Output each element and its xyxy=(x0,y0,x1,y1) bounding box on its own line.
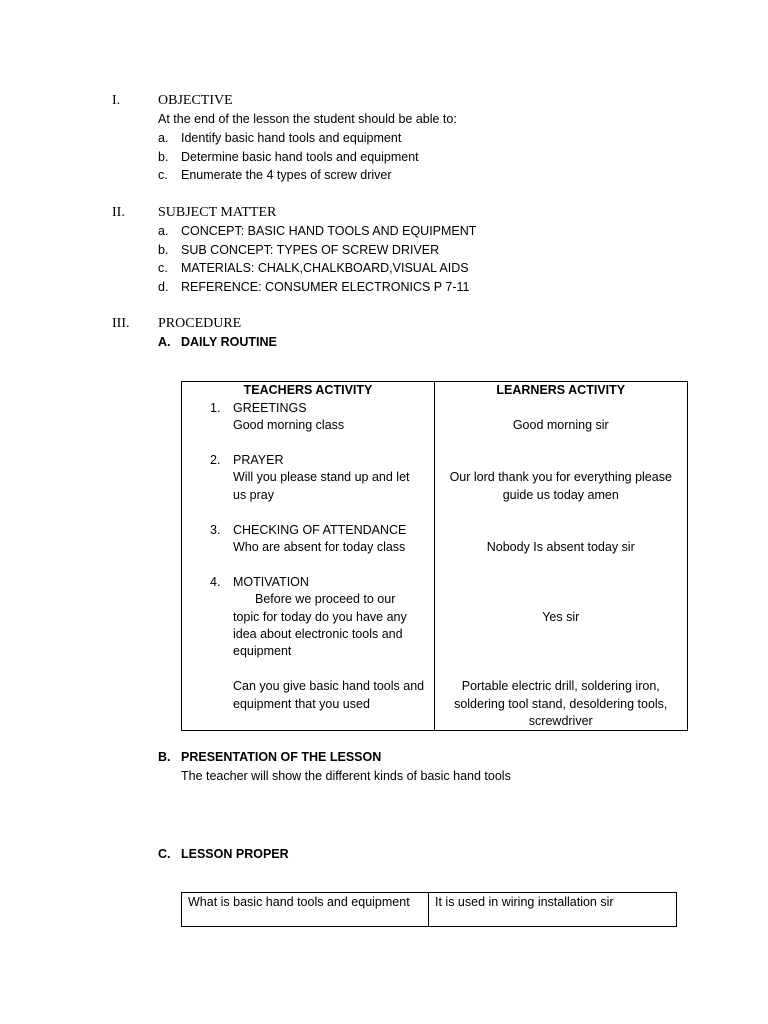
learner-line: screwdriver xyxy=(528,714,593,728)
teacher-line: idea about electronic tools and xyxy=(233,627,403,641)
subsection-daily-routine xyxy=(158,335,277,349)
teacher-line: us pray xyxy=(233,488,274,502)
step-title-motivation: MOTIVATION xyxy=(233,575,309,589)
subject-item xyxy=(158,261,469,275)
step-title-prayer: PRAYER xyxy=(233,453,284,467)
teacher-line: Will you please stand up and let xyxy=(233,470,410,484)
item-marker: c. xyxy=(158,261,168,275)
objective-intro: At the end of the lesson the student should be able to: xyxy=(158,112,457,126)
subject-item xyxy=(158,224,476,238)
column-header-learners: LEARNERS ACTIVITY xyxy=(496,383,626,397)
teacher-line: Who are absent for today class xyxy=(233,540,406,554)
teacher-line: Good morning class xyxy=(233,418,345,432)
step-number: 3. xyxy=(210,523,221,537)
subsection-marker: A. xyxy=(158,335,171,349)
section-numeral-3: III. xyxy=(112,316,130,331)
subsection-title: DAILY ROUTINE xyxy=(181,335,277,349)
learner-line: Yes sir xyxy=(542,610,580,624)
objective-item xyxy=(158,168,392,182)
item-text: MATERIALS: CHALK,CHALKBOARD,VISUAL AIDS xyxy=(181,261,469,275)
learner-line: Nobody Is absent today sir xyxy=(486,540,635,554)
step-number: 4. xyxy=(210,575,221,589)
item-text: SUB CONCEPT: TYPES OF SCREW DRIVER xyxy=(181,243,440,257)
teachers-activity-column xyxy=(182,382,435,731)
table-divider xyxy=(428,893,429,926)
step-number: 1. xyxy=(210,401,221,415)
lesson-question: What is basic hand tools and equipment xyxy=(188,895,410,909)
item-text: CONCEPT: BASIC HAND TOOLS AND EQUIPMENT xyxy=(181,224,477,238)
item-text: Determine basic hand tools and equipment xyxy=(181,150,419,164)
teacher-line: equipment xyxy=(233,644,292,658)
item-text: REFERENCE: CONSUMER ELECTRONICS P 7-11 xyxy=(181,280,470,294)
lesson-proper-table xyxy=(181,892,677,927)
subject-item xyxy=(158,280,469,294)
item-marker: c. xyxy=(158,168,168,182)
item-marker: b. xyxy=(158,243,169,257)
item-text: Identify basic hand tools and equipment xyxy=(181,131,402,145)
subsection-title: PRESENTATION OF THE LESSON xyxy=(181,750,382,764)
step-title-greetings: GREETINGS xyxy=(233,401,307,415)
learner-line: guide us today amen xyxy=(502,488,619,502)
learners-activity-column xyxy=(434,382,688,731)
learner-line: Good morning sir xyxy=(512,418,609,432)
subsection-title: LESSON PROPER xyxy=(181,847,289,861)
presentation-text: The teacher will show the different kinds of basic hand tools xyxy=(181,769,511,783)
lesson-answer: It is used in wiring installation sir xyxy=(435,895,614,909)
teacher-line: equipment that you used xyxy=(233,697,370,711)
item-marker: d. xyxy=(158,280,169,294)
subsection-presentation xyxy=(158,750,381,764)
learner-line: soldering tool stand, desoldering tools, xyxy=(454,697,668,711)
daily-routine-table xyxy=(181,381,688,731)
subsection-marker: B. xyxy=(158,750,171,764)
step-title-attendance: CHECKING OF ATTENDANCE xyxy=(233,523,407,537)
teacher-line: topic for today do you have any xyxy=(233,610,407,624)
section-title-objective: OBJECTIVE xyxy=(158,93,233,108)
subsection-lesson-proper xyxy=(158,847,289,861)
objective-item xyxy=(158,150,419,164)
item-marker: a. xyxy=(158,224,169,238)
teacher-line: Before we proceed to our xyxy=(255,592,396,606)
item-text: Enumerate the 4 types of screw driver xyxy=(181,168,392,182)
section-numeral-1: I. xyxy=(112,93,121,108)
item-marker: b. xyxy=(158,150,169,164)
section-numeral-2: II. xyxy=(112,205,125,220)
column-header-teachers: TEACHERS ACTIVITY xyxy=(243,383,373,397)
section-title-subject-matter: SUBJECT MATTER xyxy=(158,205,277,220)
step-number: 2. xyxy=(210,453,221,467)
subsection-marker: C. xyxy=(158,847,171,861)
learner-line: Portable electric drill, soldering iron, xyxy=(461,679,660,693)
item-marker: a. xyxy=(158,131,169,145)
teacher-line: Can you give basic hand tools and xyxy=(233,679,425,693)
section-title-procedure: PROCEDURE xyxy=(158,316,242,331)
objective-item xyxy=(158,131,401,145)
subject-item xyxy=(158,243,439,257)
learner-line: Our lord thank you for everything please xyxy=(449,470,672,484)
